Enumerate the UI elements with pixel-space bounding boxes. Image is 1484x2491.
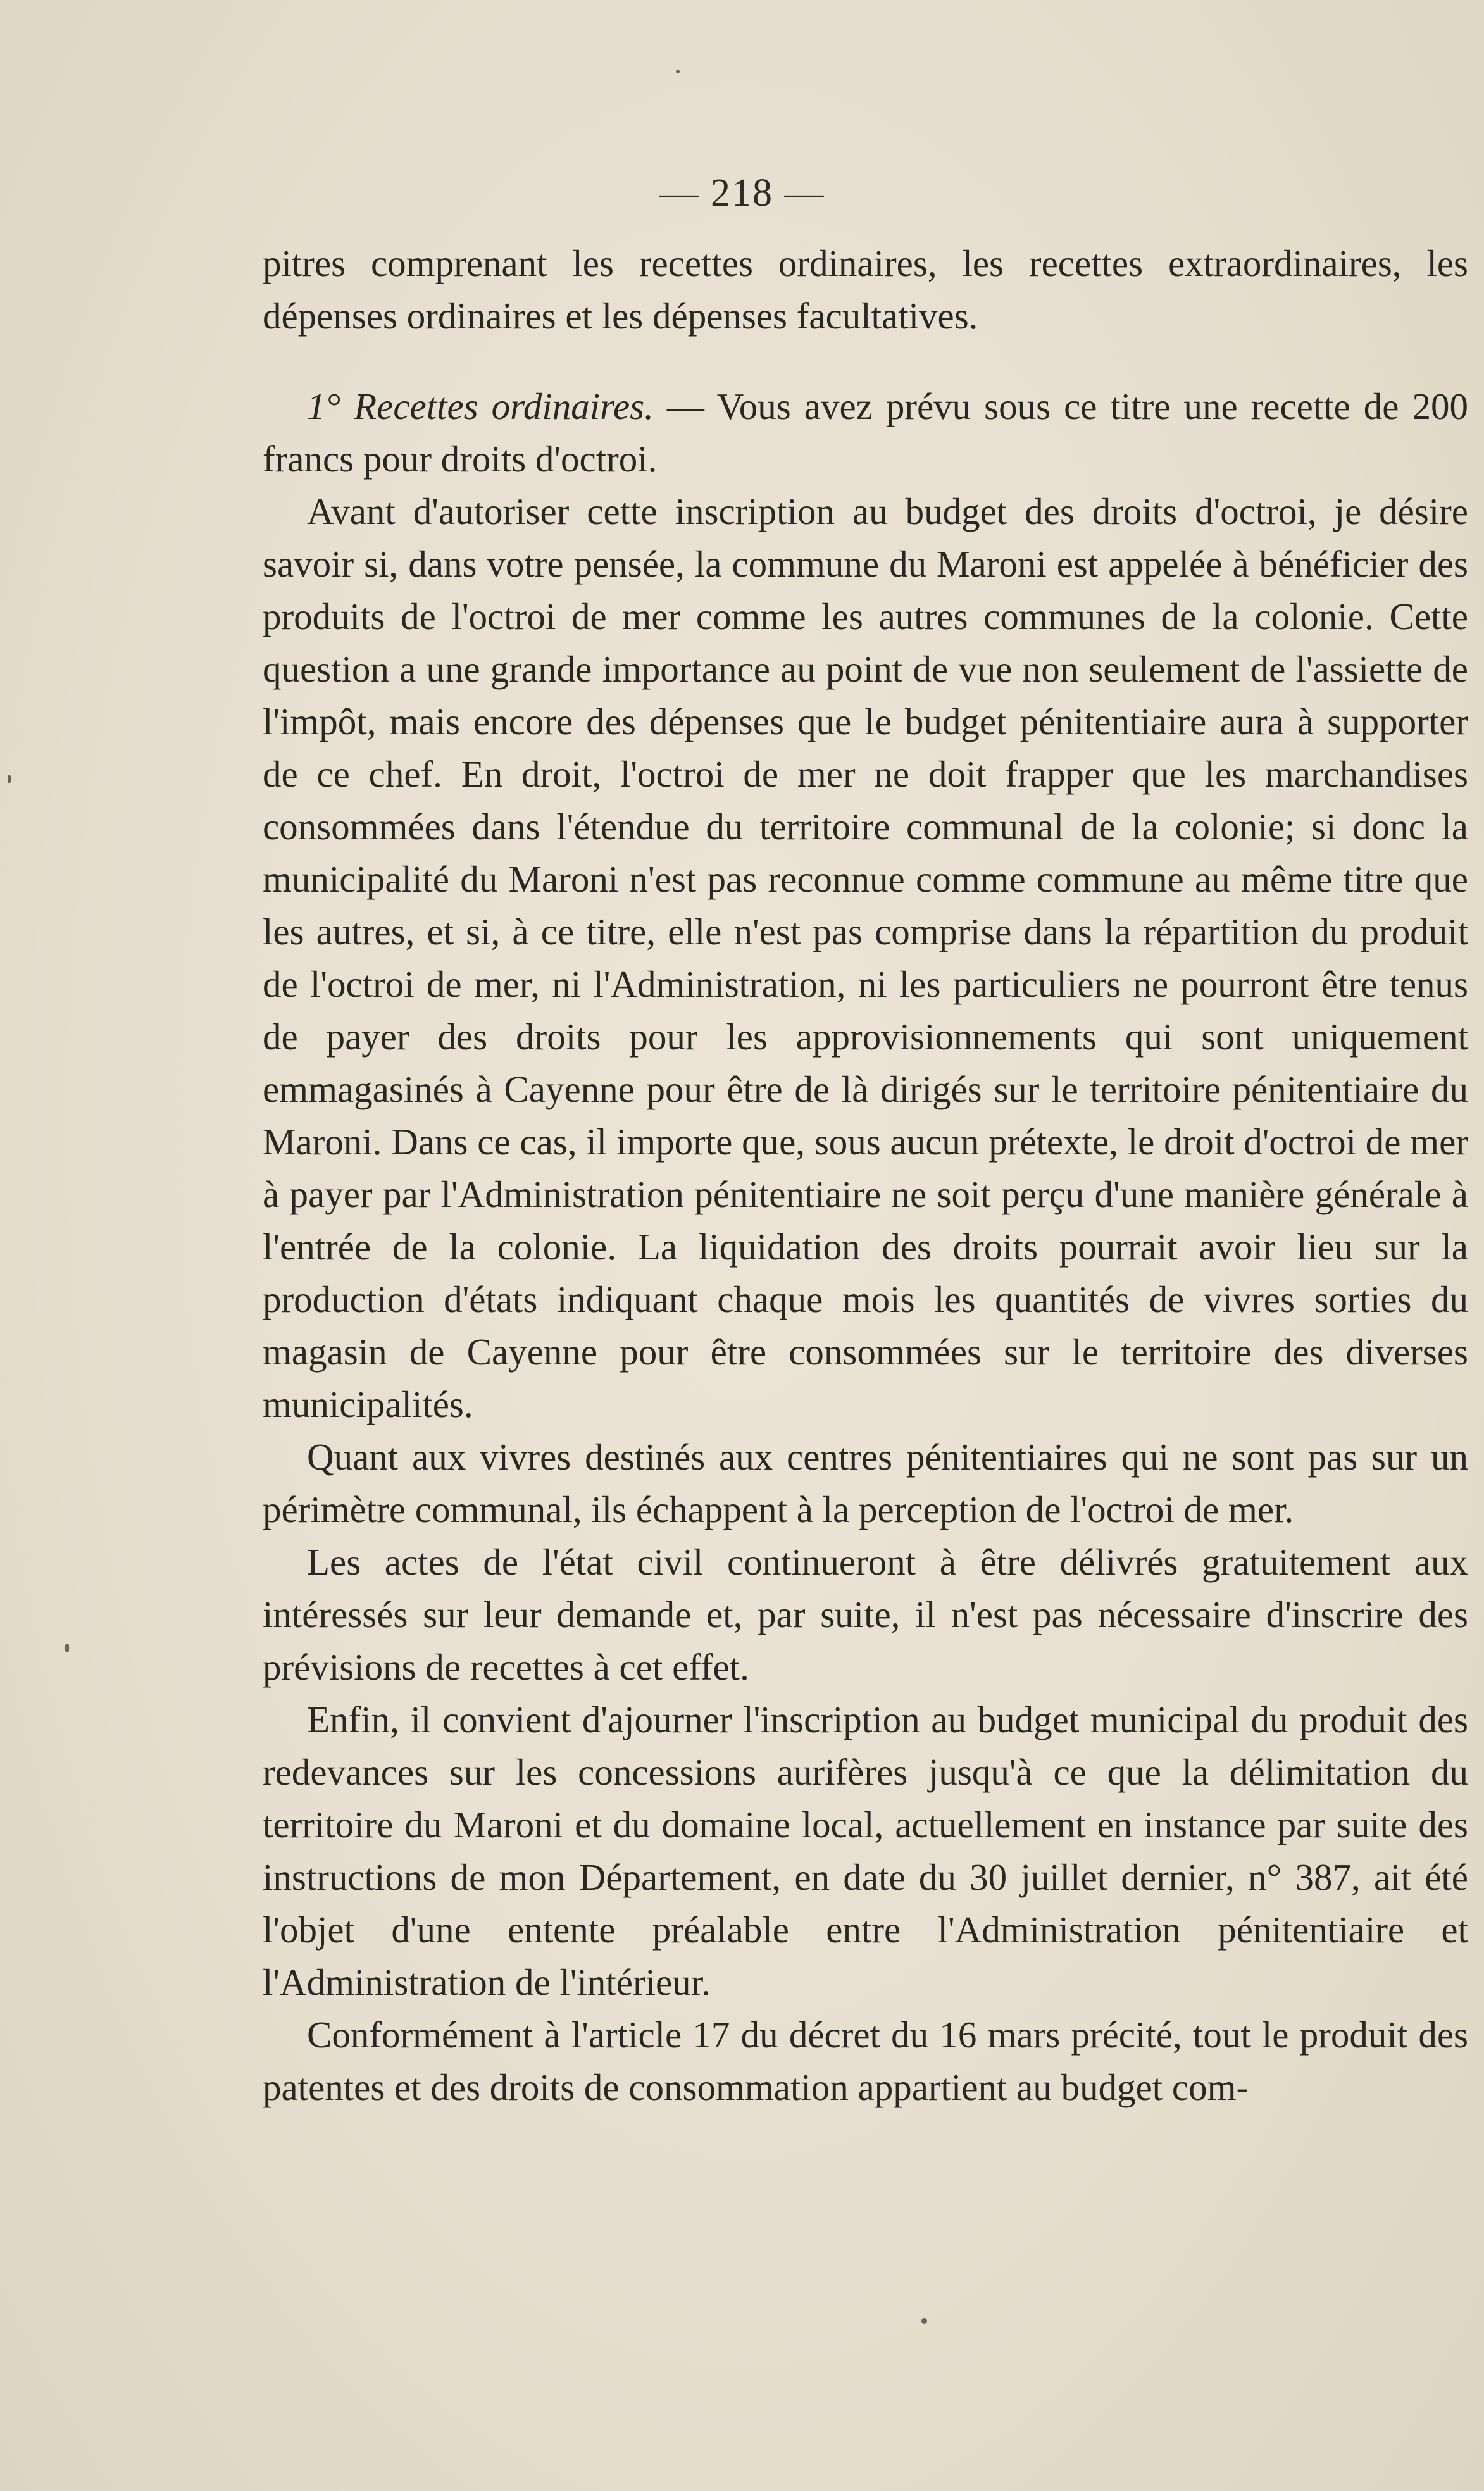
paragraph-octroi-de-mer: Avant d'autoriser cette inscription au budget des droits d'octroi, je désire savoir si, dans votre pensée, la commune du Maroni est appelée à bénéficier des produits de l'octroi de mer comme les autres communes de la colonie. Cette question a une grande importance au point de vue non seulement de l'assiette de l'impôt, mais encore des dépenses que le budget pénitentiaire aura à supporter de ce chef. En droit, l'octroi de mer ne doit frapper que les marchandises consommées dans l'étendue du territoire communal de la colonie; si donc la municipalité du Maroni n'est pas reconnue comme commune au même titre que les autres, et si, à ce titre, elle n'est pas comprise dans la répartition du produit de l'octroi de mer, ni l'Administration, ni les particuliers ne pourront être tenus de payer des droits pour les approvisionnements qui sont uniquement emmagasinés à Cayenne pour être de là dirigés sur le territoire pénitentiaire du Maroni. Dans ce cas, il importe que, sous aucun prétexte, le droit d'octroi de mer à payer par l'Administration pénitentiaire ne soit perçu d'une manière générale à l'entrée de la colonie. La liquidation des droits pourrait avoir lieu sur la production d'états indiquant chaque mois les quantités de vivres sorties du magasin de Cayenne pour être consommées sur le territoire des diverses municipalités. [263,490,1468,1425]
paragraph-redevances: Enfin, il convient d'ajourner l'inscription au budget municipal du produit des redevances sur les concessions aurifères jusqu'à ce que la délimitation du territoire du Maroni et du domaine local, actuellement en instance par suite des instructions de mon Département, en date du 30 juillet dernier, n° 387, ait été l'objet d'une entente préalable entre l'Administration pénitentiaire et l'Administration de l'intérieur. [263,1699,1468,2003]
paragraph-patentes: Conformément à l'article 17 du décret du 16 mars précité, tout le produit des patentes et des droits de consommation appartient au budget com- [263,2014,1468,2108]
section-heading: 1° Recettes ordinaires. [307,385,654,427]
paragraph-continuation: pitres comprenant les recettes ordinaires, les recettes extraordinaires, les dépenses ordinaires et les dépenses facultatives. [263,242,1468,337]
paper-speck [8,775,11,783]
paper-speck [921,2318,927,2324]
paragraph-recettes-ordinaires [263,380,1468,485]
paragraph-vivres: Quant aux vivres destinés aux centres pénitentiaires qui ne sont pas sur un périmètre communal, ils échappent à la perception de l'octroi de mer. [263,1436,1468,1530]
paper-speck [65,1644,69,1652]
body-text [263,237,1468,2114]
paragraph-etat-civil: Les actes de l'état civil continueront à être délivrés gratuitement aux intéressés sur leur demande et, par suite, il n'est pas nécessaire d'inscrire des prévisions de recettes à cet effet. [263,1541,1468,1688]
section-heading-body: — Vous avez prévu sous ce titre une recette de 200 francs pour droits d'octroi. [263,385,1468,480]
page-number: — 218 — [659,172,825,215]
paper-speck [676,70,680,73]
